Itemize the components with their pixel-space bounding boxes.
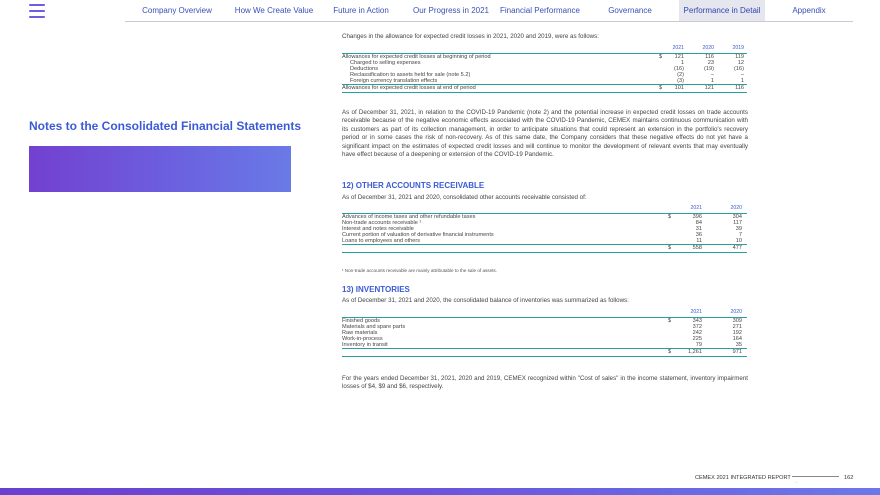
section-13-closing: For the years ended December 31, 2021, 2020 and 2019, CEMEX recognized within "Cost of sales" in the income statement, inventory impairment losses of $4, $9 and $6, respectively. <box>342 375 748 391</box>
value: 1 <box>710 78 714 84</box>
value: (2) <box>677 72 684 78</box>
value: 192 <box>732 330 742 336</box>
value: 343 <box>692 318 702 324</box>
nav-governance[interactable]: Governance <box>608 6 652 15</box>
nav-how-we-create-value[interactable]: How We Create Value <box>234 6 314 15</box>
inventories-table <box>342 309 747 357</box>
value: 121 <box>704 85 714 91</box>
value: 10 <box>735 238 742 244</box>
value: 35 <box>735 342 742 348</box>
value: 121 <box>674 54 684 60</box>
page-number: 162 <box>844 475 854 481</box>
row-label: Allowances for expected credit losses at beginning of period <box>342 54 491 60</box>
currency: $ <box>659 85 663 91</box>
row-label: Finished goods <box>342 318 380 324</box>
value: 116 <box>735 85 744 91</box>
value: 971 <box>732 349 742 355</box>
value: 11 <box>696 238 702 244</box>
nav-financial-performance[interactable]: Financial Performance <box>499 6 581 15</box>
allowance-table <box>342 45 747 93</box>
value: 39 <box>735 226 742 232</box>
nav-appendix[interactable]: Appendix <box>792 6 826 15</box>
value: 242 <box>692 330 702 336</box>
value: 558 <box>692 245 702 251</box>
row-label: Work-in-process <box>342 336 383 342</box>
currency: $ <box>659 54 663 60</box>
value: (16) <box>734 66 744 72</box>
section-12-heading: 12) OTHER ACCOUNTS RECEIVABLE <box>342 181 485 190</box>
section-13-heading: 13) INVENTORIES <box>342 285 410 294</box>
table-total-row <box>342 84 747 93</box>
footer-dots: ... <box>795 479 799 484</box>
row-label: Allowances for expected credit losses at end of period <box>342 85 476 91</box>
value: – <box>740 72 744 78</box>
table-header <box>342 205 747 214</box>
value: 1 <box>680 60 684 66</box>
year-col: 2020 <box>730 309 742 315</box>
row-label: Raw materials <box>342 330 378 336</box>
report-name: CEMEX 2021 INTEGRATED REPORT <box>695 475 791 481</box>
value: 164 <box>732 336 742 342</box>
other-receivables-table <box>342 205 747 253</box>
year-col: 2021 <box>690 205 702 211</box>
section-13-intro: As of December 31, 2021 and 2020, the consolidated balance of inventories was summarized as follows: <box>342 297 629 304</box>
footer-divider <box>792 476 839 477</box>
decorative-gradient-bar <box>29 146 291 192</box>
value: 36 <box>695 232 702 238</box>
value: 23 <box>707 60 714 66</box>
top-navigation <box>125 0 853 22</box>
value: 79 <box>695 342 702 348</box>
hamburger-menu-icon[interactable] <box>29 4 45 18</box>
row-label: Deductions <box>350 66 378 72</box>
value: (19) <box>704 66 714 72</box>
nav-future-in-action[interactable]: Future in Action <box>333 6 389 15</box>
section-title: Notes to the Consolidated Financial Statements <box>29 119 302 133</box>
row-label: Materials and spare parts <box>342 324 406 330</box>
currency: $ <box>668 318 672 324</box>
year-col: 2021 <box>672 45 684 51</box>
row-label: Foreign currency translation effects <box>350 78 438 84</box>
year-col: 2019 <box>732 45 744 51</box>
value: 396 <box>692 214 702 220</box>
value: 304 <box>732 214 742 220</box>
value: 7 <box>738 232 742 238</box>
covid-paragraph: As of December 31, 2021, in relation to the COVID-19 Pandemic (note 2) and the potential increase in expected credit losses on trade accounts receivable because of the negative economic effects associated with the COVID-19 Pandemic, CEMEX maintains continuous communication with its customers as part of its collection management, in order to anticipate situations that could represent an extension in the portfolio's recovery period or in some cases the risk of non-recovery. As of this same date, the Company considers that these negative effects do not yet have a significant impact on the estimates of expected credit losses and will continue to monitor the development of relevant events that may eventually have effect because of a deepening or extension of the COVID-19 Pandemic. <box>342 109 748 159</box>
value: 84 <box>695 220 702 226</box>
value: 117 <box>733 220 742 226</box>
nav-performance-in-detail[interactable]: Performance in Detail <box>679 0 765 21</box>
row-label: Charged to selling expenses <box>350 60 421 66</box>
year-col: 2020 <box>702 45 714 51</box>
allowance-intro: Changes in the allowance for expected credit losses in 2021, 2020 and 2019, were as follows: <box>342 33 599 40</box>
row-label: Non-trade accounts receivable ¹ <box>342 220 422 226</box>
value: 372 <box>692 324 702 330</box>
value: 101 <box>674 85 684 91</box>
currency: $ <box>668 349 672 355</box>
table-header <box>342 45 747 54</box>
year-col: 2020 <box>730 205 742 211</box>
value: 12 <box>737 60 744 66</box>
value: 309 <box>732 318 742 324</box>
value: 116 <box>705 54 714 60</box>
table-header <box>342 309 747 318</box>
value: 31 <box>695 226 702 232</box>
value: 119 <box>735 54 744 60</box>
value: 271 <box>732 324 742 330</box>
table-total-row <box>342 244 747 253</box>
row-label: Loans to employees and others <box>342 238 421 244</box>
value: 1,261 <box>688 349 702 355</box>
value: 225 <box>692 336 702 342</box>
nav-our-progress-2021[interactable]: Our Progress in 2021 <box>412 6 490 15</box>
row-label: Advances of income taxes and other refundable taxes <box>342 214 476 220</box>
value: 1 <box>740 78 744 84</box>
footnote: ¹ Non-trade accounts receivable are mainly attributable to the sale of assets. <box>342 268 497 273</box>
row-label: Inventory in transit <box>342 342 388 348</box>
row-label: Reclassification to assets held for sale (note 5.2) <box>350 72 471 78</box>
year-col: 2021 <box>690 309 702 315</box>
value: (16) <box>674 66 684 72</box>
row-label: Current portion of valuation of derivative financial instruments <box>342 232 494 238</box>
value: (3) <box>677 78 684 84</box>
nav-company-overview[interactable]: Company Overview <box>142 6 212 15</box>
currency: $ <box>668 245 672 251</box>
currency: $ <box>668 214 672 220</box>
value: – <box>710 72 714 78</box>
bottom-gradient-bar <box>0 488 880 495</box>
row-label: Interest and notes receivable <box>342 226 414 232</box>
section-12-intro: As of December 31, 2021 and 2020, consolidated other accounts receivable consisted of: <box>342 194 587 201</box>
table-total-row <box>342 348 747 357</box>
value: 477 <box>732 245 742 251</box>
